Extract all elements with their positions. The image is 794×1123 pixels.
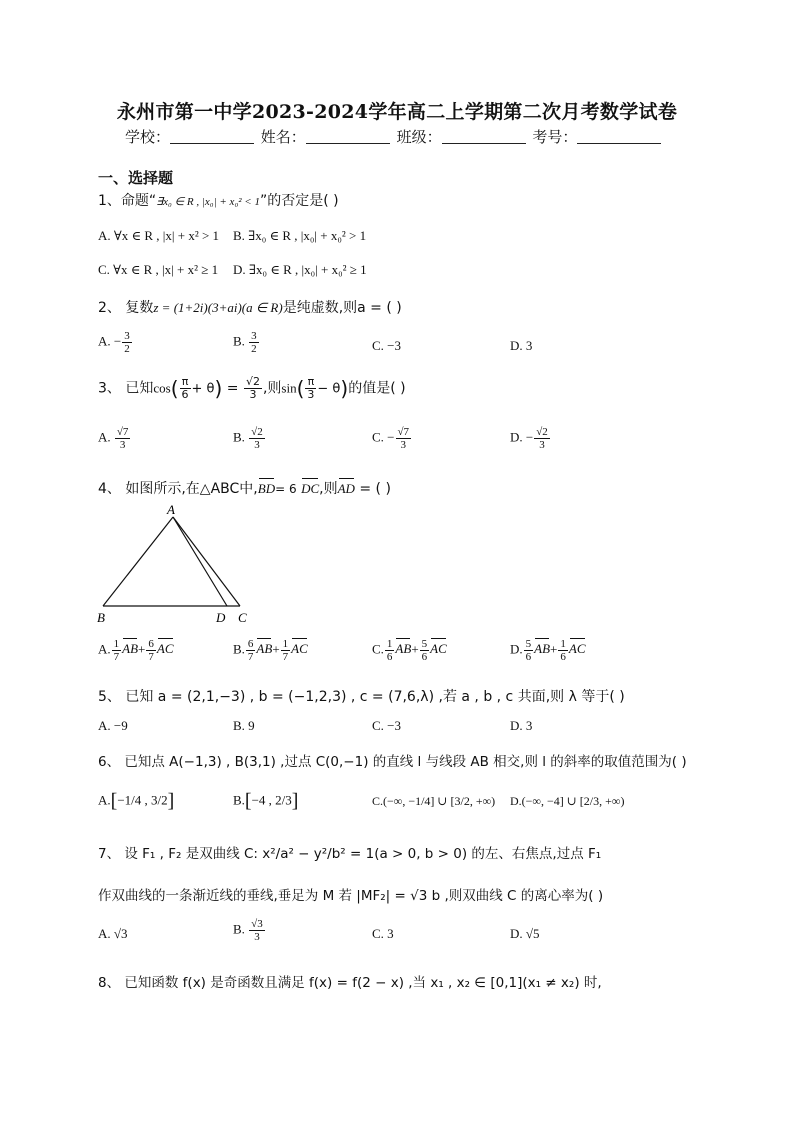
- q4-option-d[interactable]: D. $\frac{5}{6}$ AB+ $\frac{1}{6}$ AC: [510, 638, 586, 663]
- number-blank[interactable]: [577, 129, 661, 144]
- q3-option-a[interactable]: A. $\frac{√7}{3}$: [98, 426, 129, 451]
- section-heading: 一、选择题: [98, 169, 174, 187]
- triangle-figure: [95, 503, 255, 628]
- segment-ad: [173, 517, 227, 606]
- q2-formula: z = (1+2i)(3+ai)(a ∈ R): [153, 300, 283, 315]
- number-label: 考号：: [532, 128, 578, 146]
- q5-stem: 5、 已知 a = (2,1,−3) , b = (−1,2,3) , c = (7,6,λ) ,若 a , b , c 共面,则 λ 等于( ): [98, 689, 625, 705]
- school-blank[interactable]: [170, 129, 254, 144]
- side-ac: [173, 517, 240, 606]
- q7-option-b[interactable]: B. $\frac{√3}{3}$: [233, 918, 263, 943]
- q4-option-a[interactable]: A. $\frac{1}{7}$ AB+ $\frac{6}{7}$ AC: [98, 638, 174, 663]
- q3-option-c[interactable]: C. − $\frac{√7}{3}$: [372, 426, 410, 451]
- q3-option-b[interactable]: B. $\frac{√2}{3}$: [233, 426, 263, 451]
- student-info-row: [125, 126, 663, 147]
- class-label: 班级：: [396, 128, 442, 146]
- q5-option-a[interactable]: A. −9: [98, 718, 128, 733]
- exam-title: 永州市第一中学2023-2024学年高二上学期第二次月考数学试卷: [116, 101, 678, 123]
- q6-option-c[interactable]: C.(−∞, −1/4] ∪ [3/2, +∞): [372, 794, 496, 808]
- point-d-label: D: [216, 610, 226, 625]
- q7-option-a[interactable]: A. √3: [98, 926, 128, 941]
- name-label: 姓名：: [260, 128, 306, 146]
- name-blank[interactable]: [306, 129, 390, 144]
- q7-stem-line2: 作双曲线的一条渐近线的垂线,垂足为 M 若 |MF₂| = √3 b ,则双曲线 C 的离心率为( ): [98, 888, 604, 904]
- q7-option-d[interactable]: D. √5: [510, 926, 540, 941]
- q1-option-b[interactable]: B. ∃x₀ ∈ R , |x₀| + x₀² > 1: [233, 228, 367, 243]
- q3-option-d[interactable]: D. − $\frac{√2}{3}$: [510, 426, 548, 451]
- q2-stem: 2、 复数z = (1+2i)(3+ai)(a ∈ R)是纯虚数,则a = ( ): [98, 300, 402, 316]
- vertex-a-label: A: [167, 503, 175, 517]
- q1-option-c[interactable]: C. ∀x ∈ R , |x| + x² ≥ 1: [98, 262, 219, 277]
- q8-stem: 8、 已知函数 f(x) 是奇函数且满足 f(x) = f(2 − x) ,当 x₁ , x₂ ∈ [0,1](x₁ ≠ x₂) 时,: [98, 975, 602, 991]
- q2-option-d[interactable]: D. 3: [510, 338, 533, 353]
- q3-stem: 3、 已知cos( $\frac{\pi}{6}$ + θ) = $\frac{√2}{3}$ ,则sin( $\frac{\pi}{3}$ − θ)的值是( ): [98, 375, 406, 401]
- q5-option-c[interactable]: C. −3: [372, 718, 402, 733]
- q1-stem: 1、命题“∃x₀ ∈ R , |x₀| + x₀² < 1”的否定是( ): [98, 193, 339, 209]
- vertex-c-label: C: [238, 610, 247, 625]
- q1-formula: ∃x₀ ∈ R , |x₀| + x₀² < 1: [156, 196, 260, 208]
- q6-option-a[interactable]: A.[−1/4 , 3/2]: [98, 790, 175, 812]
- q6-option-d[interactable]: D.(−∞, −4] ∪ [2/3, +∞): [510, 794, 625, 808]
- q5-option-b[interactable]: B. 9: [233, 718, 255, 733]
- q4-stem: 4、 如图所示,在△ABC中,BD= 6 DC,则AD = ( ): [98, 481, 391, 497]
- vertex-b-label: B: [97, 610, 105, 625]
- q6-option-b[interactable]: B.[−4 , 2/3]: [233, 790, 299, 812]
- q2-option-b[interactable]: B. $\frac{3}{2}$: [233, 330, 257, 355]
- q4-option-b[interactable]: B. $\frac{6}{7}$ AB+ $\frac{1}{7}$ AC: [233, 638, 308, 663]
- side-ab: [103, 517, 173, 606]
- school-label: 学校：: [125, 128, 171, 146]
- q4-option-c[interactable]: C. $\frac{1}{6}$ AB+ $\frac{5}{6}$ AC: [372, 638, 447, 663]
- q2-option-c[interactable]: C. −3: [372, 338, 402, 353]
- q1-option-d[interactable]: D. ∃x₀ ∈ R , |x₀| + x₀² ≥ 1: [233, 262, 367, 277]
- q1-option-a[interactable]: A. ∀x ∈ R , |x| + x² > 1: [98, 228, 220, 243]
- q2-option-a[interactable]: A. − $\frac{3}{2}$: [98, 330, 130, 355]
- class-blank[interactable]: [442, 129, 526, 144]
- q7-stem-line1: 7、 设 F₁ , F₂ 是双曲线 C: x²/a² − y²/b² = 1(a > 0, b > 0) 的左、右焦点,过点 F₁: [98, 846, 602, 862]
- q5-option-d[interactable]: D. 3: [510, 718, 533, 733]
- q7-option-c[interactable]: C. 3: [372, 926, 394, 941]
- q6-stem: 6、 已知点 A(−1,3) , B(3,1) ,过点 C(0,−1) 的直线 l 与线段 AB 相交,则 l 的斜率的取值范围为( ): [98, 754, 687, 770]
